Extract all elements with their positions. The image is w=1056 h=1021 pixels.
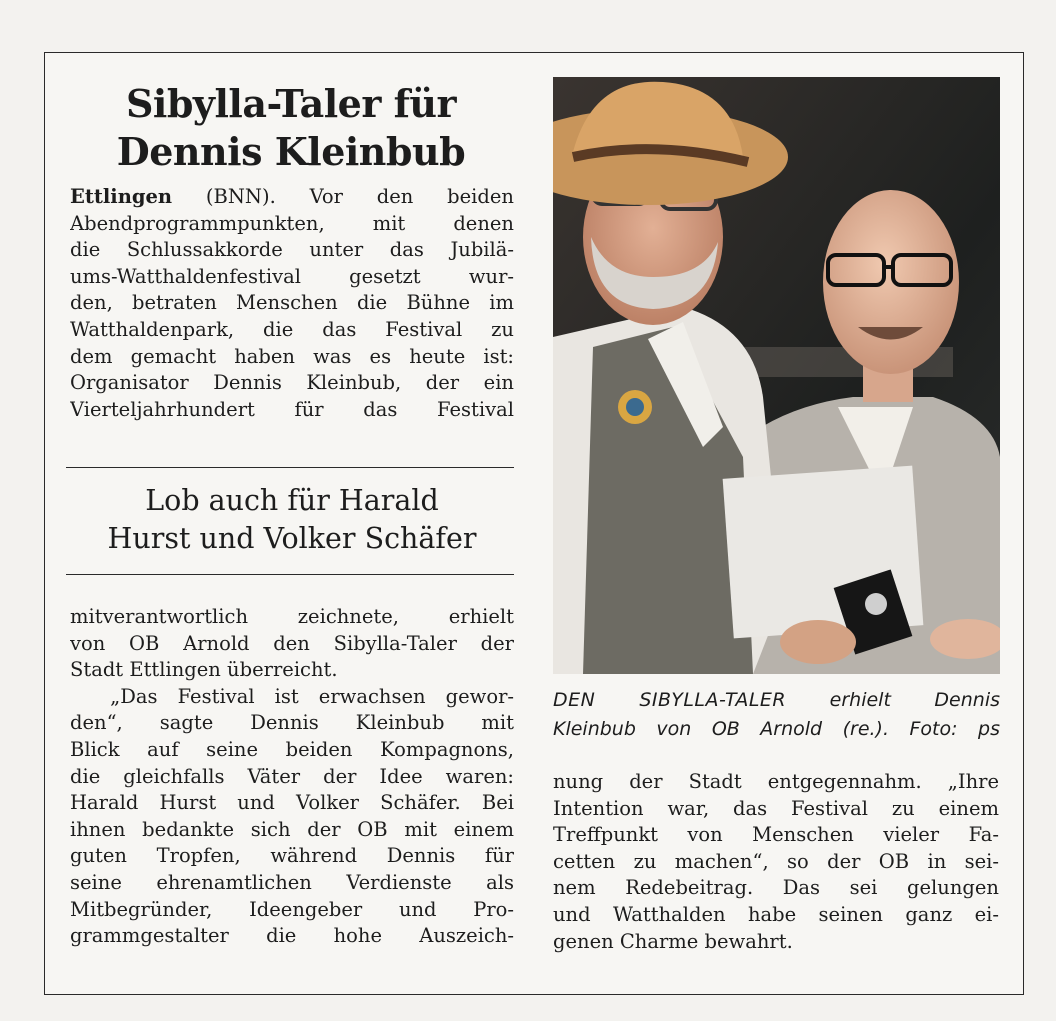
body-line: und Watthalden habe seinen ganz ei-: [553, 902, 999, 926]
body-line: Blick auf seine beiden Kompagnons,: [70, 737, 514, 761]
body-line: dem gemacht haben was es heute ist:: [70, 344, 514, 368]
caption-text: erhielt Dennis: [786, 689, 1000, 711]
body-line: von OB Arnold den Sibylla-Taler der: [70, 631, 514, 655]
subhead-rule-bottom: [66, 574, 514, 575]
body-line: mitverantwortlich zeichnete, erhielt: [70, 605, 514, 628]
body-line: Watthaldenpark, die das Festival zu: [70, 317, 514, 341]
body-line: den“, sagte Dennis Kleinbub mit: [70, 711, 514, 735]
body-line: Mitbegründer, Ideengeber und Pro-: [70, 897, 514, 921]
article-body-column-1: [70, 184, 514, 423]
body-line: cetten zu machen“, so der OB in sei-: [553, 849, 999, 873]
article-headline: [70, 80, 512, 176]
subhead-rule-top: [66, 467, 514, 468]
photo-caption: [553, 686, 1000, 744]
body-line: nung der Stadt entgegennahm. „Ihre: [553, 770, 999, 793]
article-photo: [553, 77, 1000, 674]
body-line: Abendprogrammpunkten, mit denen: [70, 211, 514, 235]
body-line: Stadt Ettlingen überreicht.: [70, 658, 338, 682]
body-line: Organisator Dennis Kleinbub, der ein: [70, 371, 514, 395]
article-subhead: [70, 482, 514, 558]
body-line: Harald Hurst und Volker Schäfer. Bei: [70, 791, 514, 815]
body-text: (BNN). Vor den beiden: [172, 185, 514, 208]
caption-line: Kleinbub von OB Arnold (re.). Foto: ps: [553, 718, 1000, 740]
dateline: Ettlingen: [70, 185, 173, 208]
body-line: genen Charme bewahrt.: [553, 929, 793, 953]
body-line: ihnen bedankte sich der OB mit einem: [70, 817, 514, 841]
body-line: den, betraten Menschen die Bühne im: [70, 291, 514, 315]
body-line: [70, 184, 514, 211]
headline-line: Dennis Kleinbub: [116, 129, 466, 174]
article-body-column-3: [553, 769, 999, 955]
caption-caps: DEN SIBYLLA-TALER: [553, 689, 787, 711]
article-body-column-2: [70, 604, 514, 950]
body-line: nem Redebeitrag. Das sei gelungen: [553, 876, 999, 900]
body-line: „Das Festival ist erwachsen gewor-: [70, 684, 514, 708]
body-line: die gleichfalls Väter der Idee waren:: [70, 764, 514, 788]
body-line: Vierteljahrhundert für das Festival: [70, 397, 514, 421]
body-line: ums-Watthaldenfestival gesetzt wur-: [70, 264, 514, 288]
body-line: Intention war, das Festival zu einem: [553, 796, 999, 820]
body-line: grammgestalter die hohe Auszeich-: [70, 924, 514, 948]
subhead-line: Hurst und Volker Schäfer: [107, 522, 477, 555]
body-line: Treffpunkt von Menschen vieler Fa-: [553, 823, 999, 847]
photo-illustration: [553, 77, 1000, 674]
body-line: die Schlussakkorde unter das Jubilä-: [70, 238, 514, 262]
subhead-line: Lob auch für Harald: [145, 484, 439, 517]
caption-line: [553, 686, 1000, 715]
body-line: guten Tropfen, während Dennis für: [70, 844, 514, 868]
headline-line: Sibylla-Taler für: [125, 81, 457, 126]
body-line: seine ehrenamtlichen Verdienste als: [70, 870, 514, 894]
